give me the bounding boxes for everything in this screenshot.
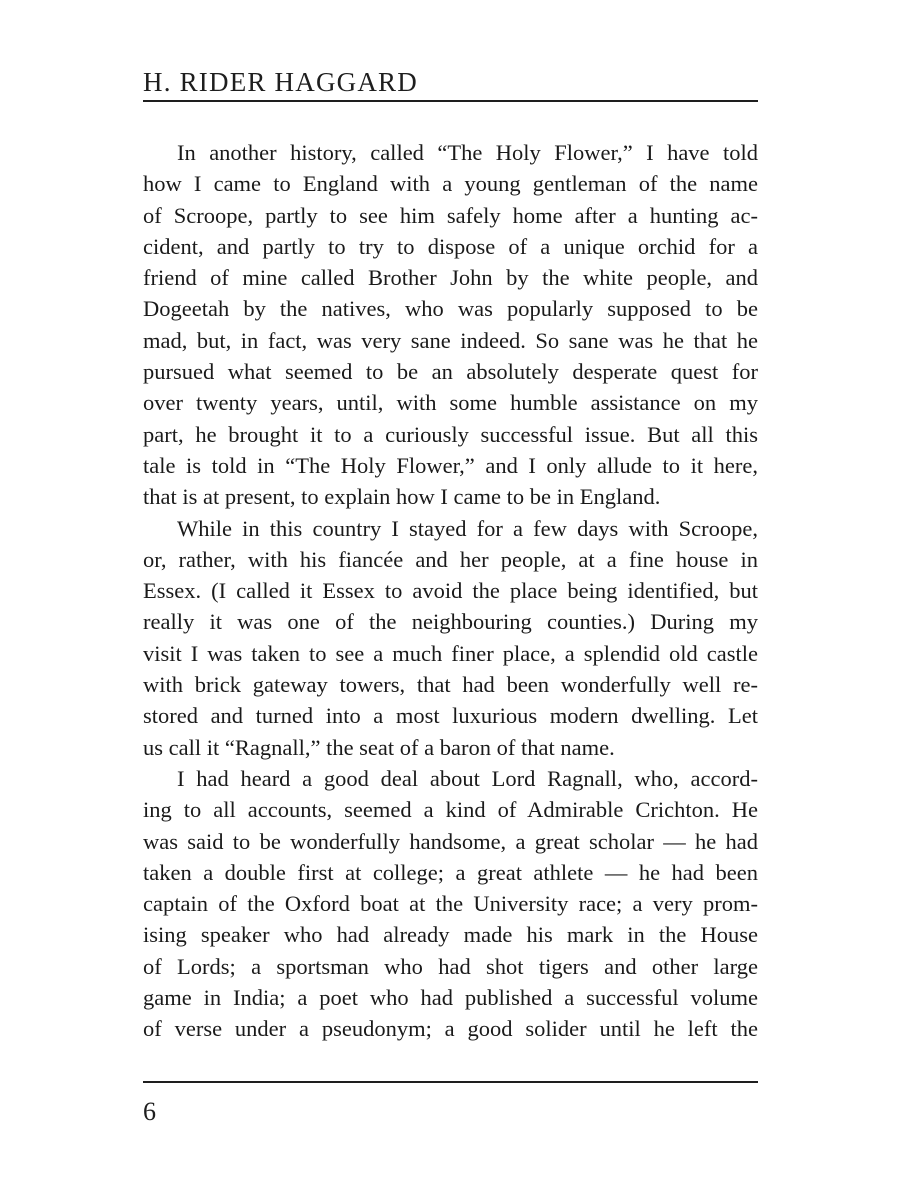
text-line: I had heard a good deal about Lord Ragnall, who, accord-	[177, 765, 758, 791]
paragraph-1	[143, 137, 758, 513]
text-line: While in this country I stayed for a few days with Scroope,	[177, 515, 758, 541]
text-line: pursued what seemed to be an absolutely desperate quest for	[143, 359, 758, 385]
paragraph-3	[143, 763, 758, 1045]
text-line: of verse under a pseudonym; a good solider until he left the	[143, 1016, 758, 1042]
text-line: In another history, called “The Holy Flower,” I have told	[177, 140, 758, 165]
text-line: ising speaker who had already made his mark in the House	[143, 922, 758, 948]
text-line: really it was one of the neighbouring counties.) During my	[143, 609, 758, 635]
running-head: H. RIDER HAGGARD	[143, 67, 418, 97]
text-line: friend of mine called Brother John by the white people, and	[143, 265, 758, 291]
text-line: captain of the Oxford boat at the University race; a very prom-	[143, 891, 758, 917]
text-line: with brick gateway towers, that had been wonderfully well re-	[143, 672, 758, 698]
text-line: ing to all accounts, seemed a kind of Admirable Crichton. He	[143, 797, 758, 823]
text-line: Dogeetah by the natives, who was popularly supposed to be	[143, 296, 758, 322]
text-line: or, rather, with his fiancée and her people, at a fine house in	[143, 546, 758, 572]
text-line: part, he brought it to a curiously successful issue. But all this	[143, 421, 758, 447]
text-line: was said to be wonderfully handsome, a great scholar — he had	[143, 828, 758, 854]
text-line: visit I was taken to see a much finer place, a splendid old castle	[143, 640, 758, 666]
footer-rule	[143, 1081, 758, 1083]
text-line: game in India; a poet who had published a successful volume	[143, 985, 758, 1011]
text-line: of Lords; a sportsman who had shot tigers and other large	[143, 953, 758, 979]
text-line: mad, but, in fact, was very sane indeed. So sane was he that he	[143, 327, 758, 353]
text-line: of Scroope, partly to see him safely home after a hunting ac-	[143, 202, 758, 228]
text-block	[143, 137, 758, 1045]
header-rule	[143, 100, 758, 102]
text-line: over twenty years, until, with some humble assistance on my	[143, 390, 758, 416]
text-line: cident, and partly to try to dispose of a unique orchid for a	[143, 233, 758, 259]
text-line: how I came to England with a young gentleman of the name	[143, 171, 758, 197]
page-number: 6	[143, 1097, 156, 1126]
paragraph-2	[143, 513, 758, 763]
text-line: us call it “Ragnall,” the seat of a baron of that name.	[143, 734, 615, 760]
text-line: taken a double first at college; a great athlete — he had been	[143, 859, 758, 885]
text-line: Essex. (I called it Essex to avoid the place being identified, but	[143, 578, 758, 604]
text-line: stored and turned into a most luxurious modern dwelling. Let	[143, 703, 758, 729]
text-line: that is at present, to explain how I came to be in England.	[143, 484, 661, 510]
text-line: tale is told in “The Holy Flower,” and I only allude to it here,	[143, 452, 758, 478]
